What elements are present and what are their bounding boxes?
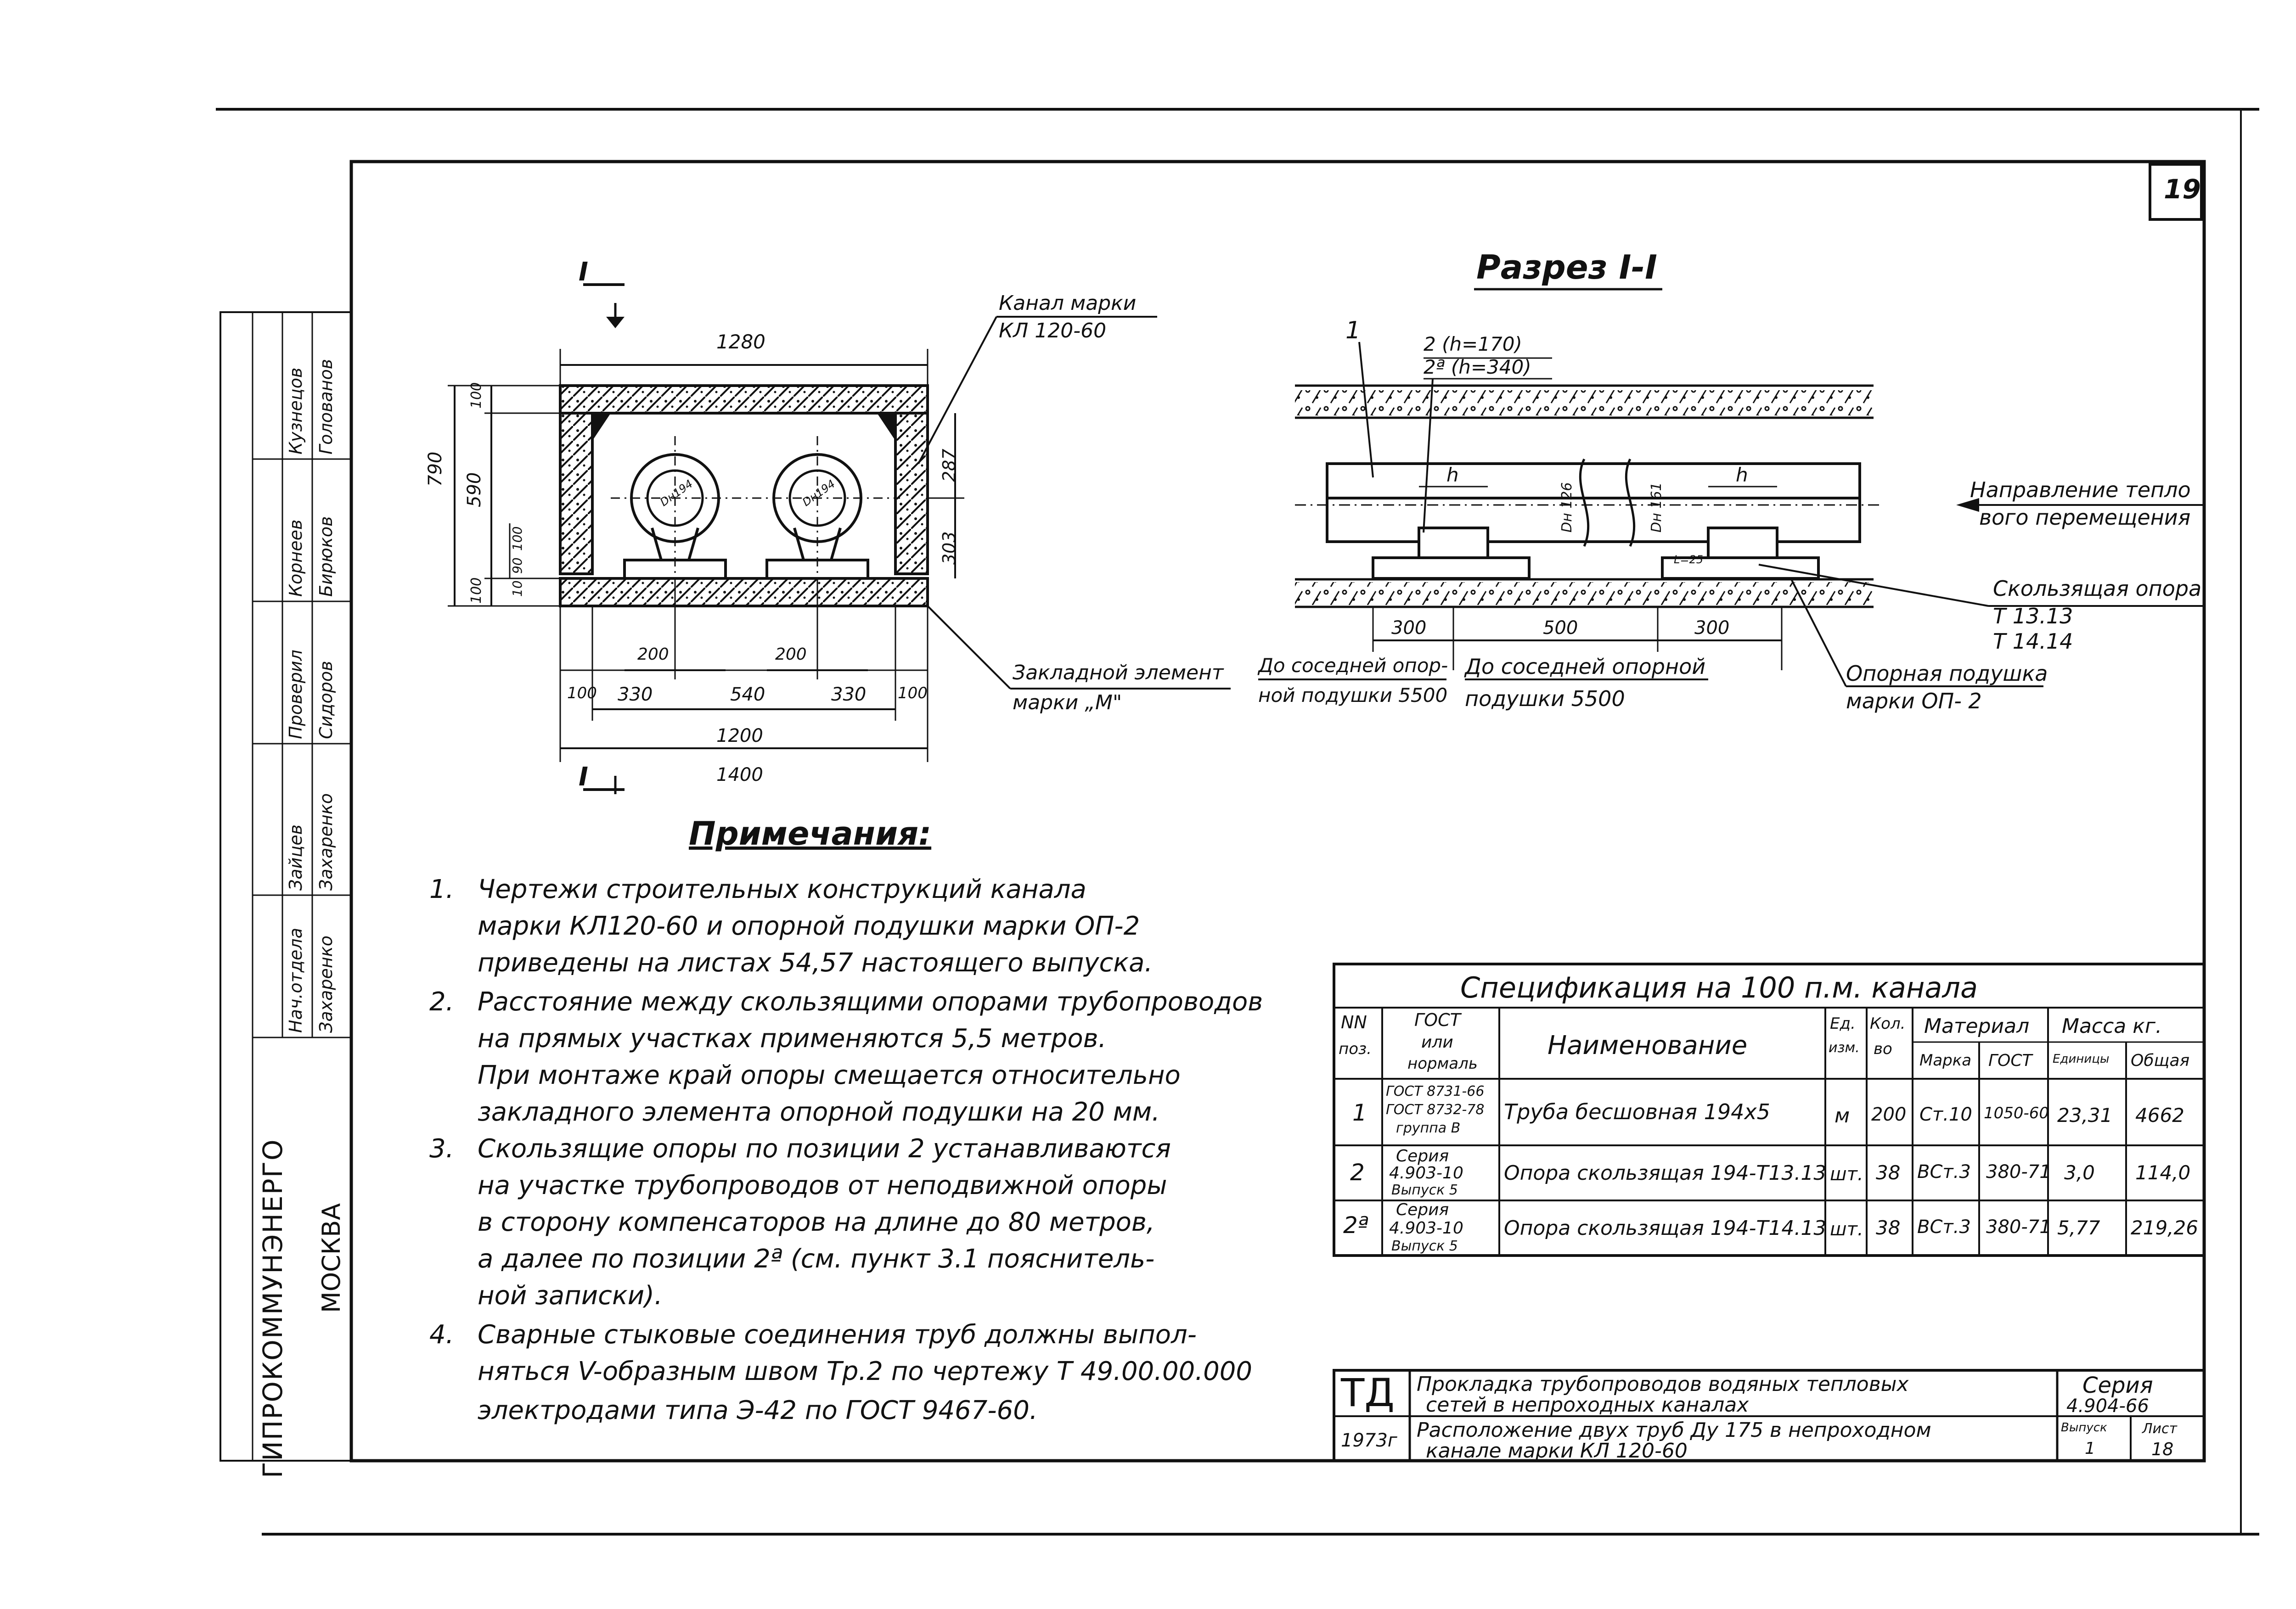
dim-10: 10 [510,580,525,597]
dn-label-1: Dн 126 [1559,482,1575,533]
note-1-line-2: марки КЛ120-60 и опорной подушки марки ОП-2 [478,911,1140,941]
hdr-name: Наименование [1548,1031,1748,1060]
dim-303: 303 [939,531,959,565]
note-1-line-1: Чертежи строительных конструкций канала [478,875,1086,904]
note-4-line-3: электродами типа Э-42 по ГОСТ 9467-60. [478,1396,1038,1425]
hdr-num-1: NN [1341,1012,1367,1032]
row1-name: Труба бесшовная 194х5 [1504,1099,1770,1124]
row3-name: Опора скользящая 194-Т14.13 [1504,1217,1827,1240]
row1-gost-2: ГОСТ 8732-78 [1386,1102,1485,1118]
dim-1280: 1280 [716,331,765,353]
row3-gost-3: Выпуск 5 [1391,1238,1458,1254]
callout-1: 1 [1345,317,1361,344]
row3-grade: ВСт.3 [1917,1217,1971,1238]
row3-mat-gost: 380-71 [1986,1217,2051,1238]
note-4-line-1: Сварные стыковые соединения труб должны выпол- [478,1320,1197,1350]
note-4-line-2: няться V-образным швом Тр.2 по чертежу Т 49.00.00.000 [478,1357,1252,1386]
row1-unit-mass: 23,31 [2057,1104,2113,1127]
dim-100-inner: 100 [510,526,525,551]
dim-300-right: 300 [1694,617,1730,639]
note-2-line-2: на прямых участках применяются 5,5 метров. [478,1024,1107,1054]
row1-grade: Ст.10 [1919,1104,1972,1125]
sliding-support-t1313: Т 13.13 [1993,604,2073,628]
row2-name: Опора скользящая 194-Т13.13 [1504,1161,1827,1185]
direction-label-1: Направление тепло [1970,477,2191,502]
channel-callout-1: Канал марки [999,292,1137,315]
dim-100-l: 100 [567,684,597,702]
row2-num: 2 [1350,1159,1365,1186]
row2-grade: ВСт.3 [1917,1161,1971,1183]
hdr-unit-2: изм. [1829,1040,1860,1056]
title-line-2: Расположение двух труб Ду 175 в непроходном [1417,1418,1931,1442]
series-value: 4.904-66 [2066,1396,2149,1417]
row2-gost-2: 4.903-10 [1389,1164,1463,1183]
note-2-line-3: При монтаже край опоры смещается относительно [478,1060,1181,1090]
note-4-num: 4. [429,1320,454,1350]
sheet-label: Лист [2142,1421,2178,1437]
to-pad-mid-1: До соседней опорной [1465,654,1706,679]
hdr-mass: Масса кг. [2062,1015,2162,1038]
note-3-num: 3. [429,1134,454,1164]
dim-1400: 1400 [716,764,763,785]
pipe-label-left: Dн194 [658,477,695,509]
dim-287: 287 [939,449,959,482]
note-1-line-3: приведены на листах 54,57 настоящего выпуска. [478,948,1153,978]
stamp-org: ГИПРОКОММУНЭНЕРГО [257,1138,288,1478]
stamp-name-2: Захаренко [316,793,336,891]
embedded-callout-1: Закладной элемент [1013,661,1224,684]
row3-total: 219,26 [2131,1217,2198,1239]
dim-100-bottom: 100 [468,577,484,604]
stamp-name-1: Захаренко [316,936,336,1033]
note-3-line-5: ной записки). [478,1281,663,1311]
sheet-value: 18 [2151,1439,2174,1459]
hdr-gost-1: ГОСТ [1414,1010,1461,1030]
to-pad-left-1: До соседней опор- [1258,654,1448,677]
row3-gost-2: 4.903-10 [1389,1219,1463,1238]
dim-200-b: 200 [775,645,807,664]
row1-unit: м [1835,1104,1850,1127]
row1-num: 1 [1352,1099,1367,1126]
dim-90: 90 [510,557,525,574]
stamp-role-1: Нач.отдела [286,927,306,1033]
row3-unit: шт. [1830,1219,1863,1240]
row1-gost-3: группа В [1396,1120,1461,1136]
note-3-line-3: в сторону компенсаторов на длине до 80 метров, [478,1207,1155,1237]
dim-540: 540 [730,684,765,705]
hdr-mass-total: Общая [2131,1051,2190,1070]
title-line-1: Прокладка трубопроводов водяных тепловых [1417,1373,1909,1396]
dim-300-left: 300 [1391,617,1427,639]
dim-100-r: 100 [898,684,928,702]
to-pad-left-2: ной подушки 5500 [1258,684,1448,706]
row2-unit: шт. [1830,1164,1863,1185]
row2-qty: 38 [1876,1161,1901,1184]
callout-2: 2 (h=170) [1424,333,1522,355]
section-mark-top: I [579,257,588,287]
note-3-line-4: а далее по позиции 2ª (см. пункт 3.1 пояснитель- [478,1244,1155,1274]
dim-100-top: 100 [468,382,484,409]
issue-label: Выпуск [2061,1421,2107,1435]
series-label: Серия [2082,1373,2153,1398]
callout-2a: 2ª (h=340) [1424,356,1531,378]
row2-gost-3: Выпуск 5 [1391,1182,1458,1198]
stamp-name-4: Сидоров [316,661,336,739]
notes-title: Примечания: [689,815,932,852]
row3-qty: 38 [1876,1217,1901,1239]
stamp-name-3: Зайцев [286,824,306,891]
hdr-material: Материал [1924,1015,2030,1038]
hdr-qty-2: во [1874,1040,1892,1058]
hdr-gost-3: нормаль [1407,1054,1478,1073]
hdr-gost-2: или [1421,1033,1453,1052]
dim-790: 790 [425,451,446,487]
dim-500: 500 [1543,617,1578,639]
title-line-1b: сетей в непроходных каналах [1426,1393,1749,1417]
stamp-role-2: Проверил [286,650,306,739]
stamp-name-8: Голованов [316,359,336,454]
note-3-line-2: на участке трубопроводов от неподвижной опоры [478,1171,1167,1200]
embedded-callout-2: марки „М" [1013,691,1122,714]
support-pad-label-1: Опорная подушка [1846,661,2048,686]
dim-330-r: 330 [831,684,867,705]
sheet-number: 19 [2164,174,2201,205]
direction-label-2: вого перемещения [1979,505,2191,530]
dim-590: 590 [464,472,485,507]
row2-mat-gost: 380-71 [1986,1161,2051,1183]
hdr-qty-1: Кол. [1870,1015,1906,1033]
issue-value: 1 [2085,1439,2095,1458]
hdr-num-2: поз. [1339,1040,1372,1058]
dn-label-2: Dн 161 [1649,482,1665,533]
hdr-mat-grade: Марка [1919,1051,1972,1070]
year: 1973г [1341,1430,1397,1451]
title-line-2b: канале марки КЛ 120-60 [1426,1439,1688,1463]
h-label-left: h [1446,464,1459,486]
row2-total: 114,0 [2135,1161,2191,1184]
sliding-support-label: Скользящая опора [1993,576,2202,601]
support-pad-label-2: марки ОП- 2 [1846,689,1982,713]
dim-1200: 1200 [716,725,763,746]
pipe-label-right: Dн194 [800,477,838,509]
stamp-name-7: Кузнецов [286,367,306,454]
section-title: Разрез I-I [1476,248,1657,286]
section-mark-bottom: I [579,762,588,792]
to-pad-mid-2: подушки 5500 [1465,686,1625,711]
row1-total: 4662 [2135,1104,2184,1127]
channel-callout-2: КЛ 120-60 [999,319,1107,342]
hdr-unit-1: Ед. [1830,1015,1856,1033]
anchor-label: L=25 [1674,553,1704,566]
h-label-right: h [1736,464,1748,486]
note-2-line-4: закладного элемента опорной подушки на 20 мм. [478,1097,1160,1127]
row3-num: 2ª [1343,1212,1369,1239]
note-2-line-1: Расстояние между скользящими опорами трубопроводов [478,987,1263,1017]
row1-gost-1: ГОСТ 8731-66 [1386,1083,1485,1099]
row3-gost-1: Серия [1396,1200,1449,1219]
row3-unit-mass: 5,77 [2057,1217,2100,1239]
stamp-name-6: Бирюков [316,516,336,597]
stamp-name-5: Корнеев [286,519,306,597]
dim-330-l: 330 [618,684,653,705]
hdr-mass-unit: Единицы [2053,1052,2110,1066]
hdr-mat-gost: ГОСТ [1988,1051,2032,1070]
note-2-num: 2. [429,987,454,1017]
spec-title: Спецификация на 100 п.м. канала [1460,971,1978,1004]
row1-mat-gost: 1050-60 [1984,1104,2049,1122]
sliding-support-t1414: Т 14.14 [1993,629,2073,654]
row1-qty: 200 [1871,1104,1907,1125]
note-3-line-1: Скользящие опоры по позиции 2 устанавливаются [478,1134,1171,1164]
note-1-num: 1. [429,875,454,904]
dim-200-a: 200 [637,645,669,664]
td-mark: ТД [1341,1370,1395,1415]
row2-gost-1: Серия [1396,1147,1449,1166]
row2-unit-mass: 3,0 [2064,1161,2095,1184]
stamp-city: МОСКВА [317,1203,346,1313]
